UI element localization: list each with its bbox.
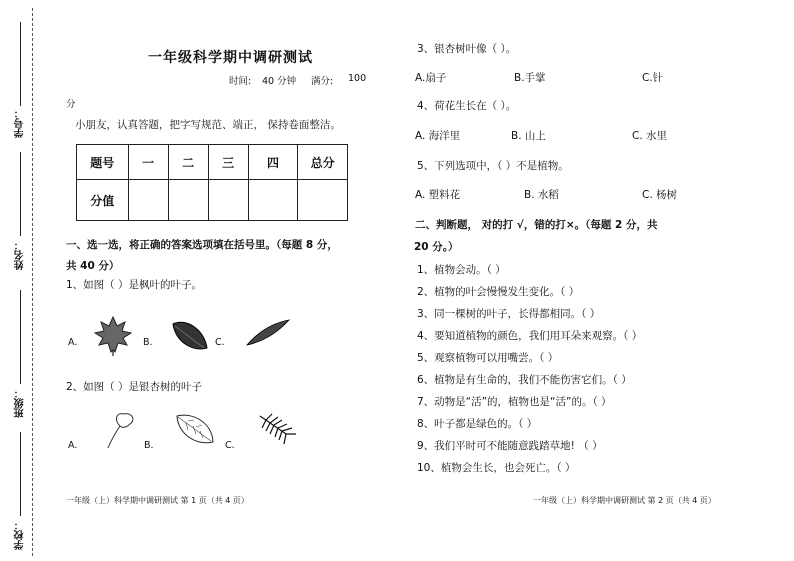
school-field[interactable]	[20, 432, 21, 516]
q1-option-a-label: A.	[68, 337, 78, 348]
full-score-unit: 分	[66, 99, 76, 110]
question-5: 5、下列选项中，（ ）不是植物。	[417, 160, 569, 172]
score-table-header-cell: 一	[128, 145, 168, 180]
section2-heading: 二、判断题， 对的打 √，错的打×。（每题 2 分，共	[415, 219, 658, 231]
q4-option-c: C. 水里	[632, 130, 668, 142]
question-4: 4、荷花生长在（ ）。	[417, 100, 517, 112]
score-table-value-row	[77, 180, 348, 221]
student-id-label: 学号：	[15, 108, 26, 138]
judgement-item: 3、同一棵树的叶子，长得都相同。（ ）	[417, 308, 601, 320]
question-3: 3、银杏树叶像（ ）。	[417, 43, 517, 55]
q3-option-b: B.手掌	[514, 72, 546, 84]
page1-footer: 一年级（上）科学期中调研测试 第 1 页（共 4 页）	[66, 496, 249, 505]
score-table-header-cell: 三	[208, 145, 248, 180]
exam-time-value: 40 分钟	[262, 76, 297, 87]
section1-heading-cont: 共 40 分）	[66, 260, 120, 272]
dark-leaf-icon	[170, 318, 210, 354]
q4-option-a: A. 海洋里	[415, 130, 461, 142]
score-table-header-cell: 总分	[298, 145, 348, 180]
q1-option-c-label: C.	[215, 337, 225, 348]
q5-option-a: A. 塑料花	[415, 189, 461, 201]
page-title: 一年级科学期中调研测试	[148, 50, 313, 66]
question-2: 2、如图（ ）是银杏树的叶子	[66, 381, 203, 393]
class-label: 班级：	[15, 388, 26, 418]
judgement-item: 1、植物会动。（ ）	[417, 264, 506, 276]
q4-option-b: B. 山上	[511, 130, 546, 142]
q1-option-b-label: B.	[143, 337, 153, 348]
oval-leaf-outline-icon	[174, 412, 216, 446]
score-table-header-row	[77, 145, 348, 180]
judgement-item: 8、叶子都是绿色的。（ ）	[417, 418, 538, 430]
exam-time-label: 时间:	[229, 76, 252, 87]
question-1: 1、如图（ ）是枫叶的叶子。	[66, 279, 203, 291]
score-table-header-cell: 二	[168, 145, 208, 180]
score-cell[interactable]	[208, 180, 248, 221]
score-cell[interactable]	[168, 180, 208, 221]
name-field[interactable]	[20, 152, 21, 236]
q2-option-a-label: A.	[68, 440, 78, 451]
score-table-header-cell: 四	[248, 145, 298, 180]
judgement-item: 7、动物是“活”的，植物也是“活”的。（ ）	[417, 396, 612, 408]
score-cell[interactable]	[248, 180, 298, 221]
section2-heading-cont: 20 分。）	[414, 241, 459, 253]
maple-leaf-icon	[92, 314, 134, 356]
judgement-item: 9、我们平时可不能随意践踏草地! （ ）	[417, 440, 603, 452]
judgement-item: 10、植物会生长，也会死亡。（ ）	[417, 462, 576, 474]
page2-footer: 一年级（上）科学期中调研测试 第 2 页（共 4 页）	[533, 496, 716, 505]
score-table	[76, 144, 348, 221]
judgement-item: 4、要知道植物的颜色，我们用耳朵来观察。（ ）	[417, 330, 643, 342]
willow-leaf-icon	[245, 318, 291, 348]
q3-option-a: A.扇子	[415, 72, 447, 84]
q2-option-c-label: C.	[225, 440, 235, 451]
class-field[interactable]	[20, 290, 21, 384]
student-id-field[interactable]	[20, 22, 21, 106]
binding-line	[32, 8, 33, 556]
section1-heading: 一、选一选，将正确的答案选项填在括号里。（每题 8 分，	[66, 239, 338, 251]
q2-option-b-label: B.	[144, 440, 154, 451]
score-row-label: 分值	[77, 180, 129, 221]
pine-needles-icon	[256, 412, 298, 448]
full-score-value: 100	[348, 73, 367, 84]
q5-option-c: C. 杨树	[642, 189, 678, 201]
school-label: 学校：	[15, 520, 26, 550]
q3-option-c: C.针	[642, 72, 664, 84]
score-table-header-cell: 题号	[77, 145, 129, 180]
ginkgo-leaf-icon	[98, 410, 138, 450]
judgement-item: 2、植物的叶会慢慢发生变化。（ ）	[417, 286, 580, 298]
judgement-item: 6、植物是有生命的，我们不能伤害它们。（ ）	[417, 374, 632, 386]
instruction-text: 小朋友，认真答题，把字写规范、端正， 保持卷面整洁。	[75, 119, 341, 131]
score-cell[interactable]	[128, 180, 168, 221]
q5-option-b: B. 水稻	[524, 189, 559, 201]
score-cell[interactable]	[298, 180, 348, 221]
full-score-label: 满分:	[311, 76, 334, 87]
judgement-item: 5、观察植物可以用嘴尝。（ ）	[417, 352, 559, 364]
name-label: 姓名：	[15, 240, 26, 270]
